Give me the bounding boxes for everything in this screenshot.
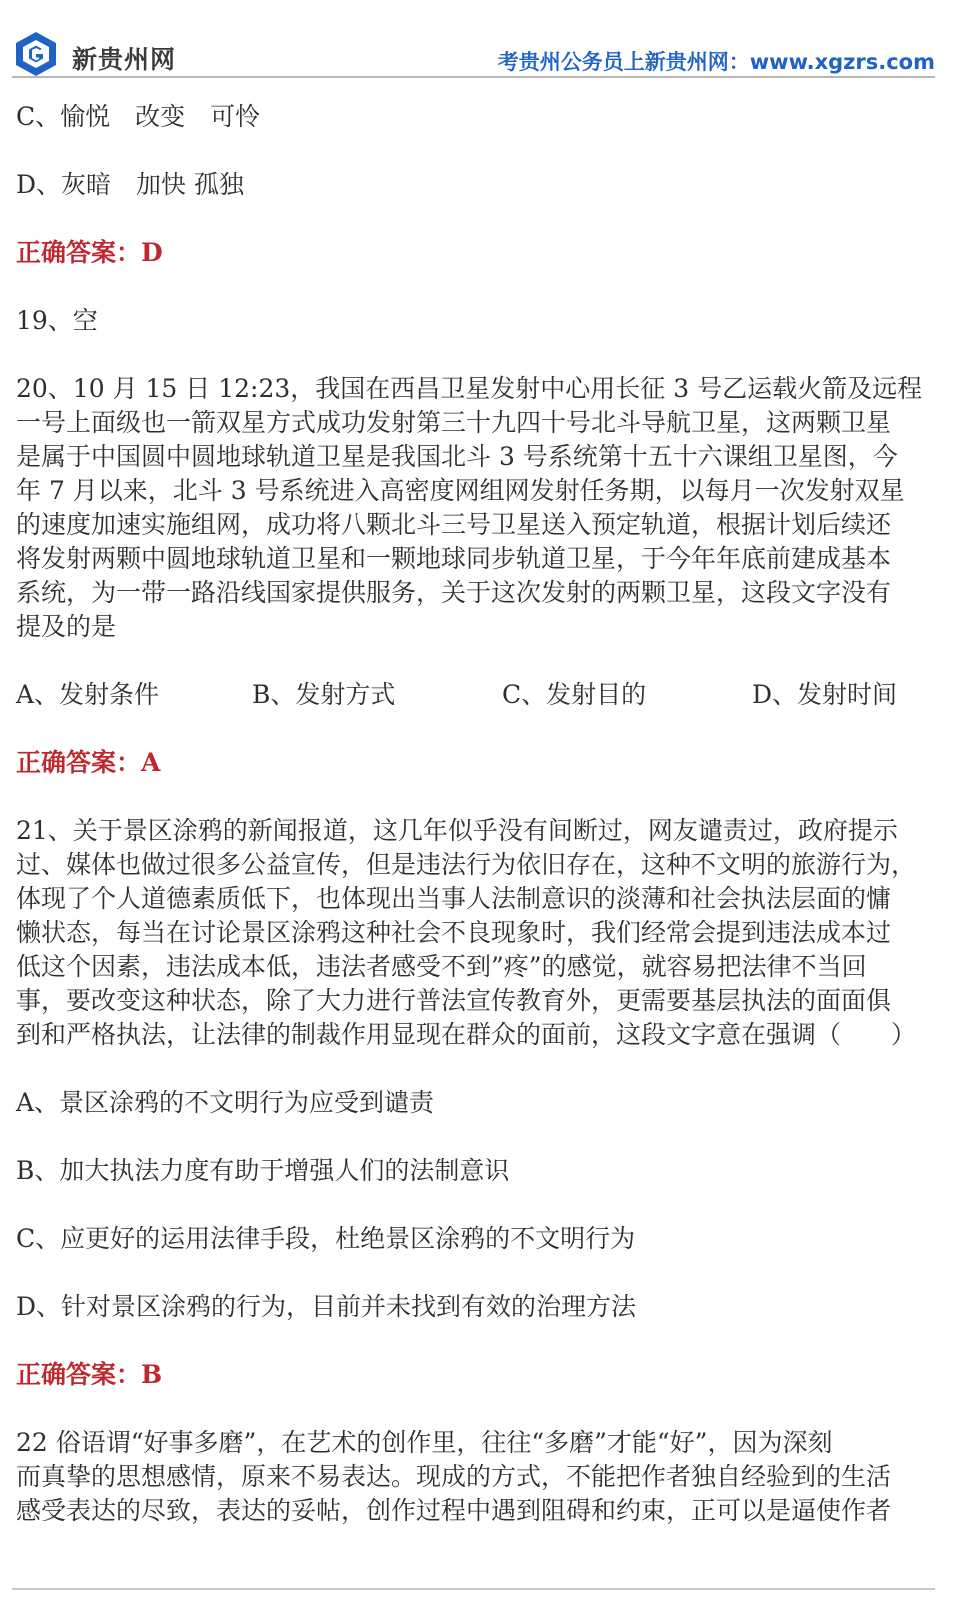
q18-option-d: D、灰暗 加快 孤独 [16, 170, 244, 199]
q20-option-c: C、发射目的 [502, 680, 647, 709]
q20-answer: 正确答案：A [16, 748, 161, 777]
q20-line: 提及的是 [16, 612, 117, 641]
q22-line: 而真挚的思想感情，原来不易表达。现成的方式，不能把作者独自经验到的生活 [16, 1462, 892, 1491]
q20-option-b: B、发射方式 [252, 680, 396, 709]
q21-option-b: B、加大执法力度有助于增强人们的法制意识 [16, 1156, 510, 1185]
q18-answer: 正确答案：D [16, 238, 163, 267]
q22-line: 感受表达的尽致，表达的妥帖，创作过程中遇到阻碍和约束，正可以是逼使作者 [16, 1496, 892, 1525]
q21-answer: 正确答案：B [16, 1360, 163, 1389]
site-header [0, 0, 979, 80]
header-divider [12, 76, 935, 78]
site-slogan[interactable]: 考贵州公务员上新贵州网：www.xgzrs.com [497, 50, 935, 74]
q19-text: 19、空 [16, 306, 98, 335]
q21-line: 体现了个人道德素质低下，也体现出当事人法制意识的淡薄和社会执法层面的慵 [16, 884, 892, 913]
q21-stem [16, 814, 934, 1052]
q18-option-c: C、愉悦 改变 可怜 [16, 102, 261, 131]
footer-divider [12, 1588, 935, 1590]
q20-stem [16, 372, 934, 644]
q20-option-a: A、发射条件 [16, 680, 160, 709]
q22-line: 22 俗语谓“好事多磨”，在艺术的创作里，往往“多磨”才能“好”，因为深刻 [16, 1428, 833, 1457]
site-logo-icon [12, 30, 60, 78]
q21-option-c: C、应更好的运用法律手段，杜绝景区涂鸦的不文明行为 [16, 1224, 636, 1253]
q21-line: 21、关于景区涂鸦的新闻报道，这几年似乎没有间断过，网友谴责过，政府提示 [16, 816, 898, 845]
q21-option-d: D、针对景区涂鸦的行为，目前并未找到有效的治理方法 [16, 1292, 637, 1321]
q20-line: 将发射两颗中圆地球轨道卫星和一颗地球同步轨道卫星，于今年年底前建成基本 [16, 544, 892, 573]
q20-line: 一号上面级也一箭双星方式成功发射第三十九四十号北斗导航卫星，这两颗卫星 [16, 408, 892, 437]
q21-line: 低这个因素，违法成本低，违法者感受不到”疼”的感觉，就容易把法律不当回 [16, 952, 867, 981]
q20-option-d: D、发射时间 [752, 680, 898, 709]
q20-line: 20、10 月 15 日 12:23，我国在西昌卫星发射中心用长征 3 号乙运载火箭及远程 [16, 374, 923, 403]
q20-options [16, 678, 934, 712]
site-logo-text: 新贵州网 [72, 45, 177, 74]
q20-line: 年 7 月以来，北斗 3 号系统进入高密度网组网发射任务期，以每月一次发射双星 [16, 476, 905, 505]
q22-stem [16, 1426, 934, 1528]
q21-line: 过、媒体也做过很多公益宣传，但是违法行为依旧存在，这种不文明的旅游行为， [16, 850, 917, 879]
q21-line: 到和严格执法，让法律的制裁作用显现在群众的面前，这段文字意在强调（ ） [16, 1020, 917, 1049]
q21-line: 事，要改变这种状态，除了大力进行普法宣传教育外，更需要基层执法的面面俱 [16, 986, 892, 1015]
q21-line: 懒状态，每当在讨论景区涂鸦这种社会不良现象时，我们经常会提到违法成本过 [16, 918, 892, 947]
q20-line: 系统，为一带一路沿线国家提供服务，关于这次发射的两颗卫星，这段文字没有 [16, 578, 892, 607]
q20-line: 的速度加速实施组网，成功将八颗北斗三号卫星送入预定轨道，根据计划后续还 [16, 510, 892, 539]
exam-content [16, 100, 934, 1528]
q21-option-a: A、景区涂鸦的不文明行为应受到谴责 [16, 1088, 435, 1117]
q20-line: 是属于中国圆中圆地球轨道卫星是我国北斗 3 号系统第十五十六课组卫星图，今 [16, 442, 898, 471]
